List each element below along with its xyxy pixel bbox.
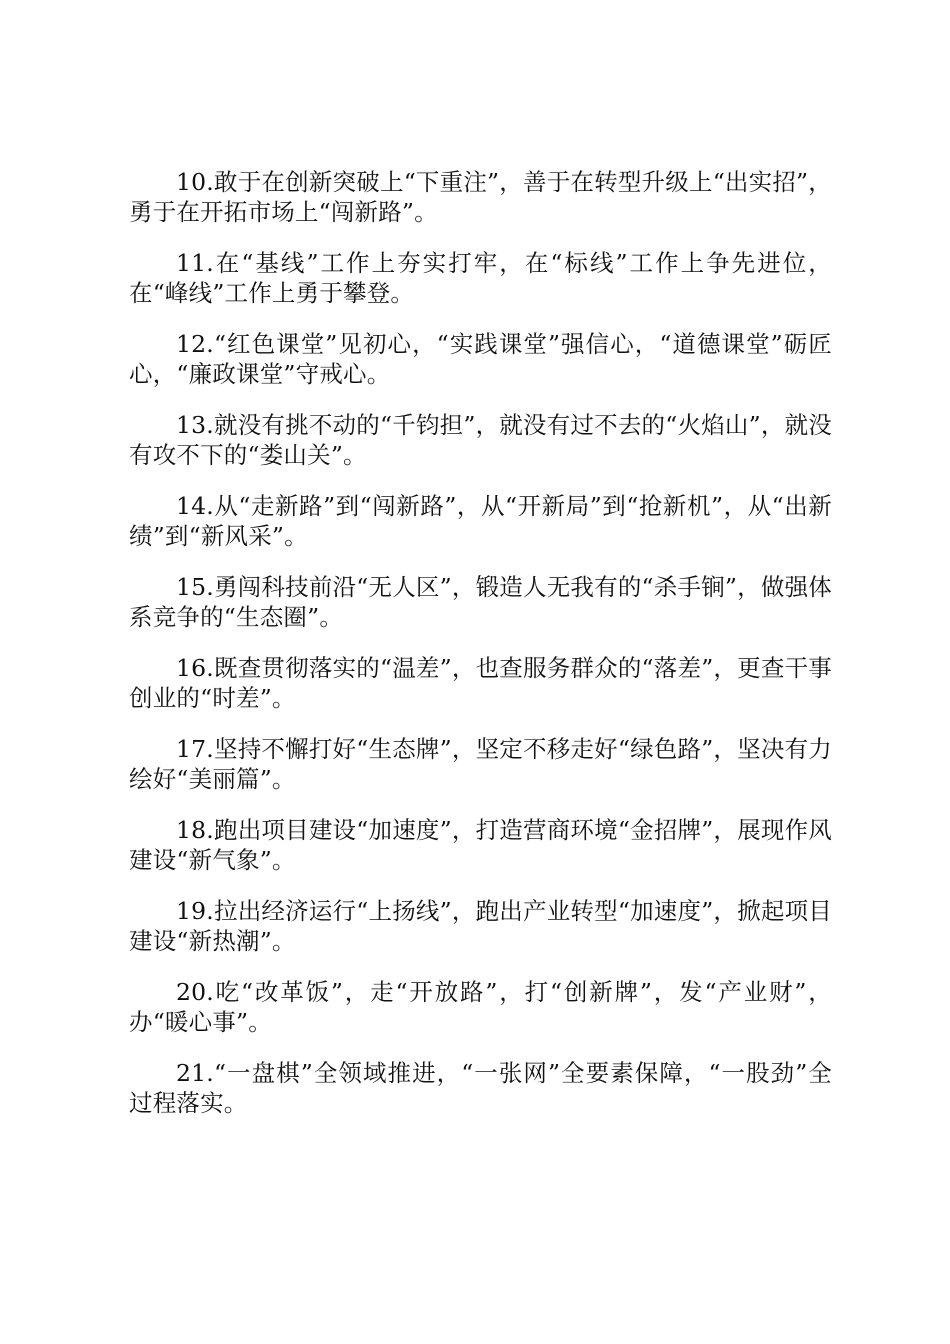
list-item-15: 15.勇闯科技前沿“无人区”，锻造人无我有的“杀手锏”，做强体系竞争的“生态圈”。: [129, 573, 832, 631]
list-item-11: 11.在“基线”工作上夯实打牢，在“标线”工作上争先进位，在“峰线”工作上勇于攀登。: [129, 249, 832, 307]
list-item-21: 21.“一盘棋”全领域推进，“一张网”全要素保障，“一股劲”全过程落实。: [129, 1059, 832, 1117]
list-item-18: 18.跑出项目建设“加速度”，打造营商环境“金招牌”，展现作风建设“新气象”。: [129, 816, 832, 874]
list-item-20: 20.吃“改革饭”，走“开放路”，打“创新牌”，发“产业财”，办“暖心事”。: [129, 978, 832, 1036]
list-item-13: 13.就没有挑不动的“千钧担”，就没有过不去的“火焰山”，就没有攻不下的“娄山关”。: [129, 411, 832, 469]
list-item-19: 19.拉出经济运行“上扬线”，跑出产业转型“加速度”，掀起项目建设“新热潮”。: [129, 897, 832, 955]
list-item-17: 17.坚持不懈打好“生态牌”，坚定不移走好“绿色路”，坚决有力绘好“美丽篇”。: [129, 735, 832, 793]
list-item-12: 12.“红色课堂”见初心，“实践课堂”强信心，“道德课堂”砺匠心，“廉政课堂”守戒心。: [129, 330, 832, 388]
list-item-16: 16.既查贯彻落实的“温差”，也查服务群众的“落差”，更查干事创业的“时差”。: [129, 654, 832, 712]
list-item-14: 14.从“走新路”到“闯新路”，从“开新局”到“抢新机”，从“出新绩”到“新风采”。: [129, 492, 832, 550]
list-item-10: 10.敢于在创新突破上“下重注”，善于在转型升级上“出实招”，勇于在开拓市场上“闯新路”。: [129, 168, 832, 226]
